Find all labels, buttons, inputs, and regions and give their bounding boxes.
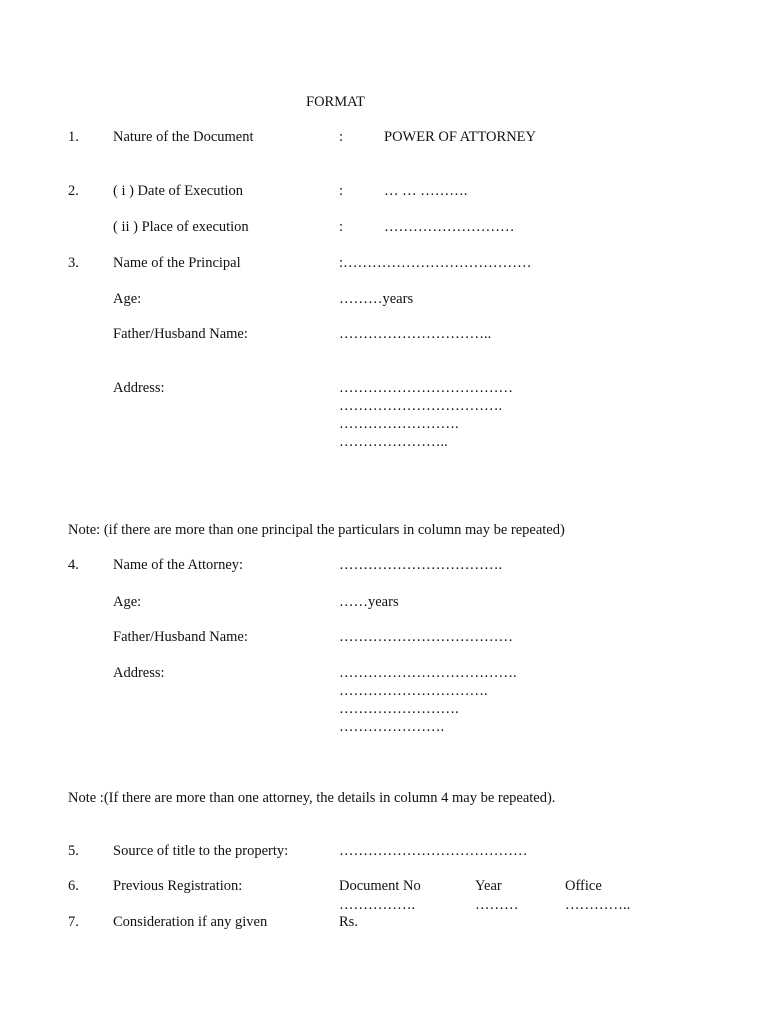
item-6-label: Previous Registration: bbox=[113, 878, 243, 894]
previous-document-no-value: ……………. bbox=[339, 897, 416, 913]
item-5-label: Source of title to the property: bbox=[113, 843, 289, 859]
principal-father-value: ………………………….. bbox=[339, 326, 492, 342]
note-principal: Note: (if there are more than one principal the particulars in column may be repeated) bbox=[68, 522, 565, 538]
attorney-address-label: Address: bbox=[113, 665, 165, 681]
item-7-label: Consideration if any given bbox=[113, 914, 268, 930]
item-5-number: 5. bbox=[68, 843, 79, 859]
principal-age-label: Age: bbox=[113, 291, 142, 307]
item-1-value: POWER OF ATTORNEY bbox=[384, 129, 536, 145]
attorney-address-line: ………………………………. bbox=[339, 665, 517, 681]
item-1-colon: : bbox=[339, 129, 344, 145]
item-3-number: 3. bbox=[68, 255, 79, 271]
item-2-number: 2. bbox=[68, 183, 79, 199]
item-5-value: ………………………………… bbox=[339, 843, 528, 859]
item-2b-colon: : bbox=[339, 219, 344, 235]
item-2-colon: : bbox=[339, 183, 344, 199]
attorney-address-line: …………………………. bbox=[339, 683, 488, 699]
principal-father-label: Father/Husband Name: bbox=[113, 326, 248, 342]
item-1-number: 1. bbox=[68, 129, 79, 145]
attorney-age-value: ……years bbox=[339, 594, 399, 610]
item-4-label: Name of the Attorney: bbox=[113, 557, 244, 573]
item-3-label: Name of the Principal bbox=[113, 255, 241, 271]
principal-age-value: ………years bbox=[339, 291, 414, 307]
attorney-address-line: ……………………. bbox=[339, 701, 459, 717]
note-attorney: Note :(If there are more than one attorney, the details in column 4 may be repeated). bbox=[68, 790, 556, 806]
item-6-number: 6. bbox=[68, 878, 79, 894]
principal-address-line: ……………………. bbox=[339, 416, 459, 432]
item-4-number: 4. bbox=[68, 557, 79, 573]
attorney-age-label: Age: bbox=[113, 594, 142, 610]
attorney-father-label: Father/Husband Name: bbox=[113, 629, 248, 645]
item-4-value: ……………………………. bbox=[339, 557, 503, 573]
item-7-number: 7. bbox=[68, 914, 79, 930]
principal-address-line: ……………………………… bbox=[339, 380, 513, 396]
previous-year-label: Year bbox=[475, 878, 502, 894]
item-7-value: Rs. bbox=[339, 914, 358, 930]
document-title: FORMAT bbox=[306, 94, 365, 110]
principal-address-line: ……………………………. bbox=[339, 398, 503, 414]
attorney-address-line: …………………. bbox=[339, 719, 445, 735]
principal-address-line: ………………….. bbox=[339, 434, 448, 450]
principal-address-label: Address: bbox=[113, 380, 165, 396]
item-2-label: ( i ) Date of Execution bbox=[113, 183, 244, 199]
item-3-value: :………………………………… bbox=[339, 255, 532, 271]
item-2b-value: ……………………… bbox=[384, 219, 515, 235]
item-1-label: Nature of the Document bbox=[113, 129, 254, 145]
item-2b-label: ( ii ) Place of execution bbox=[113, 219, 249, 235]
attorney-father-value: ……………………………… bbox=[339, 629, 513, 645]
previous-office-label: Office bbox=[565, 878, 602, 894]
previous-document-no-label: Document No bbox=[339, 878, 421, 894]
previous-office-value: ………….. bbox=[565, 897, 631, 913]
previous-year-value: ……… bbox=[475, 897, 519, 913]
item-2-value: … … ………. bbox=[384, 183, 468, 199]
